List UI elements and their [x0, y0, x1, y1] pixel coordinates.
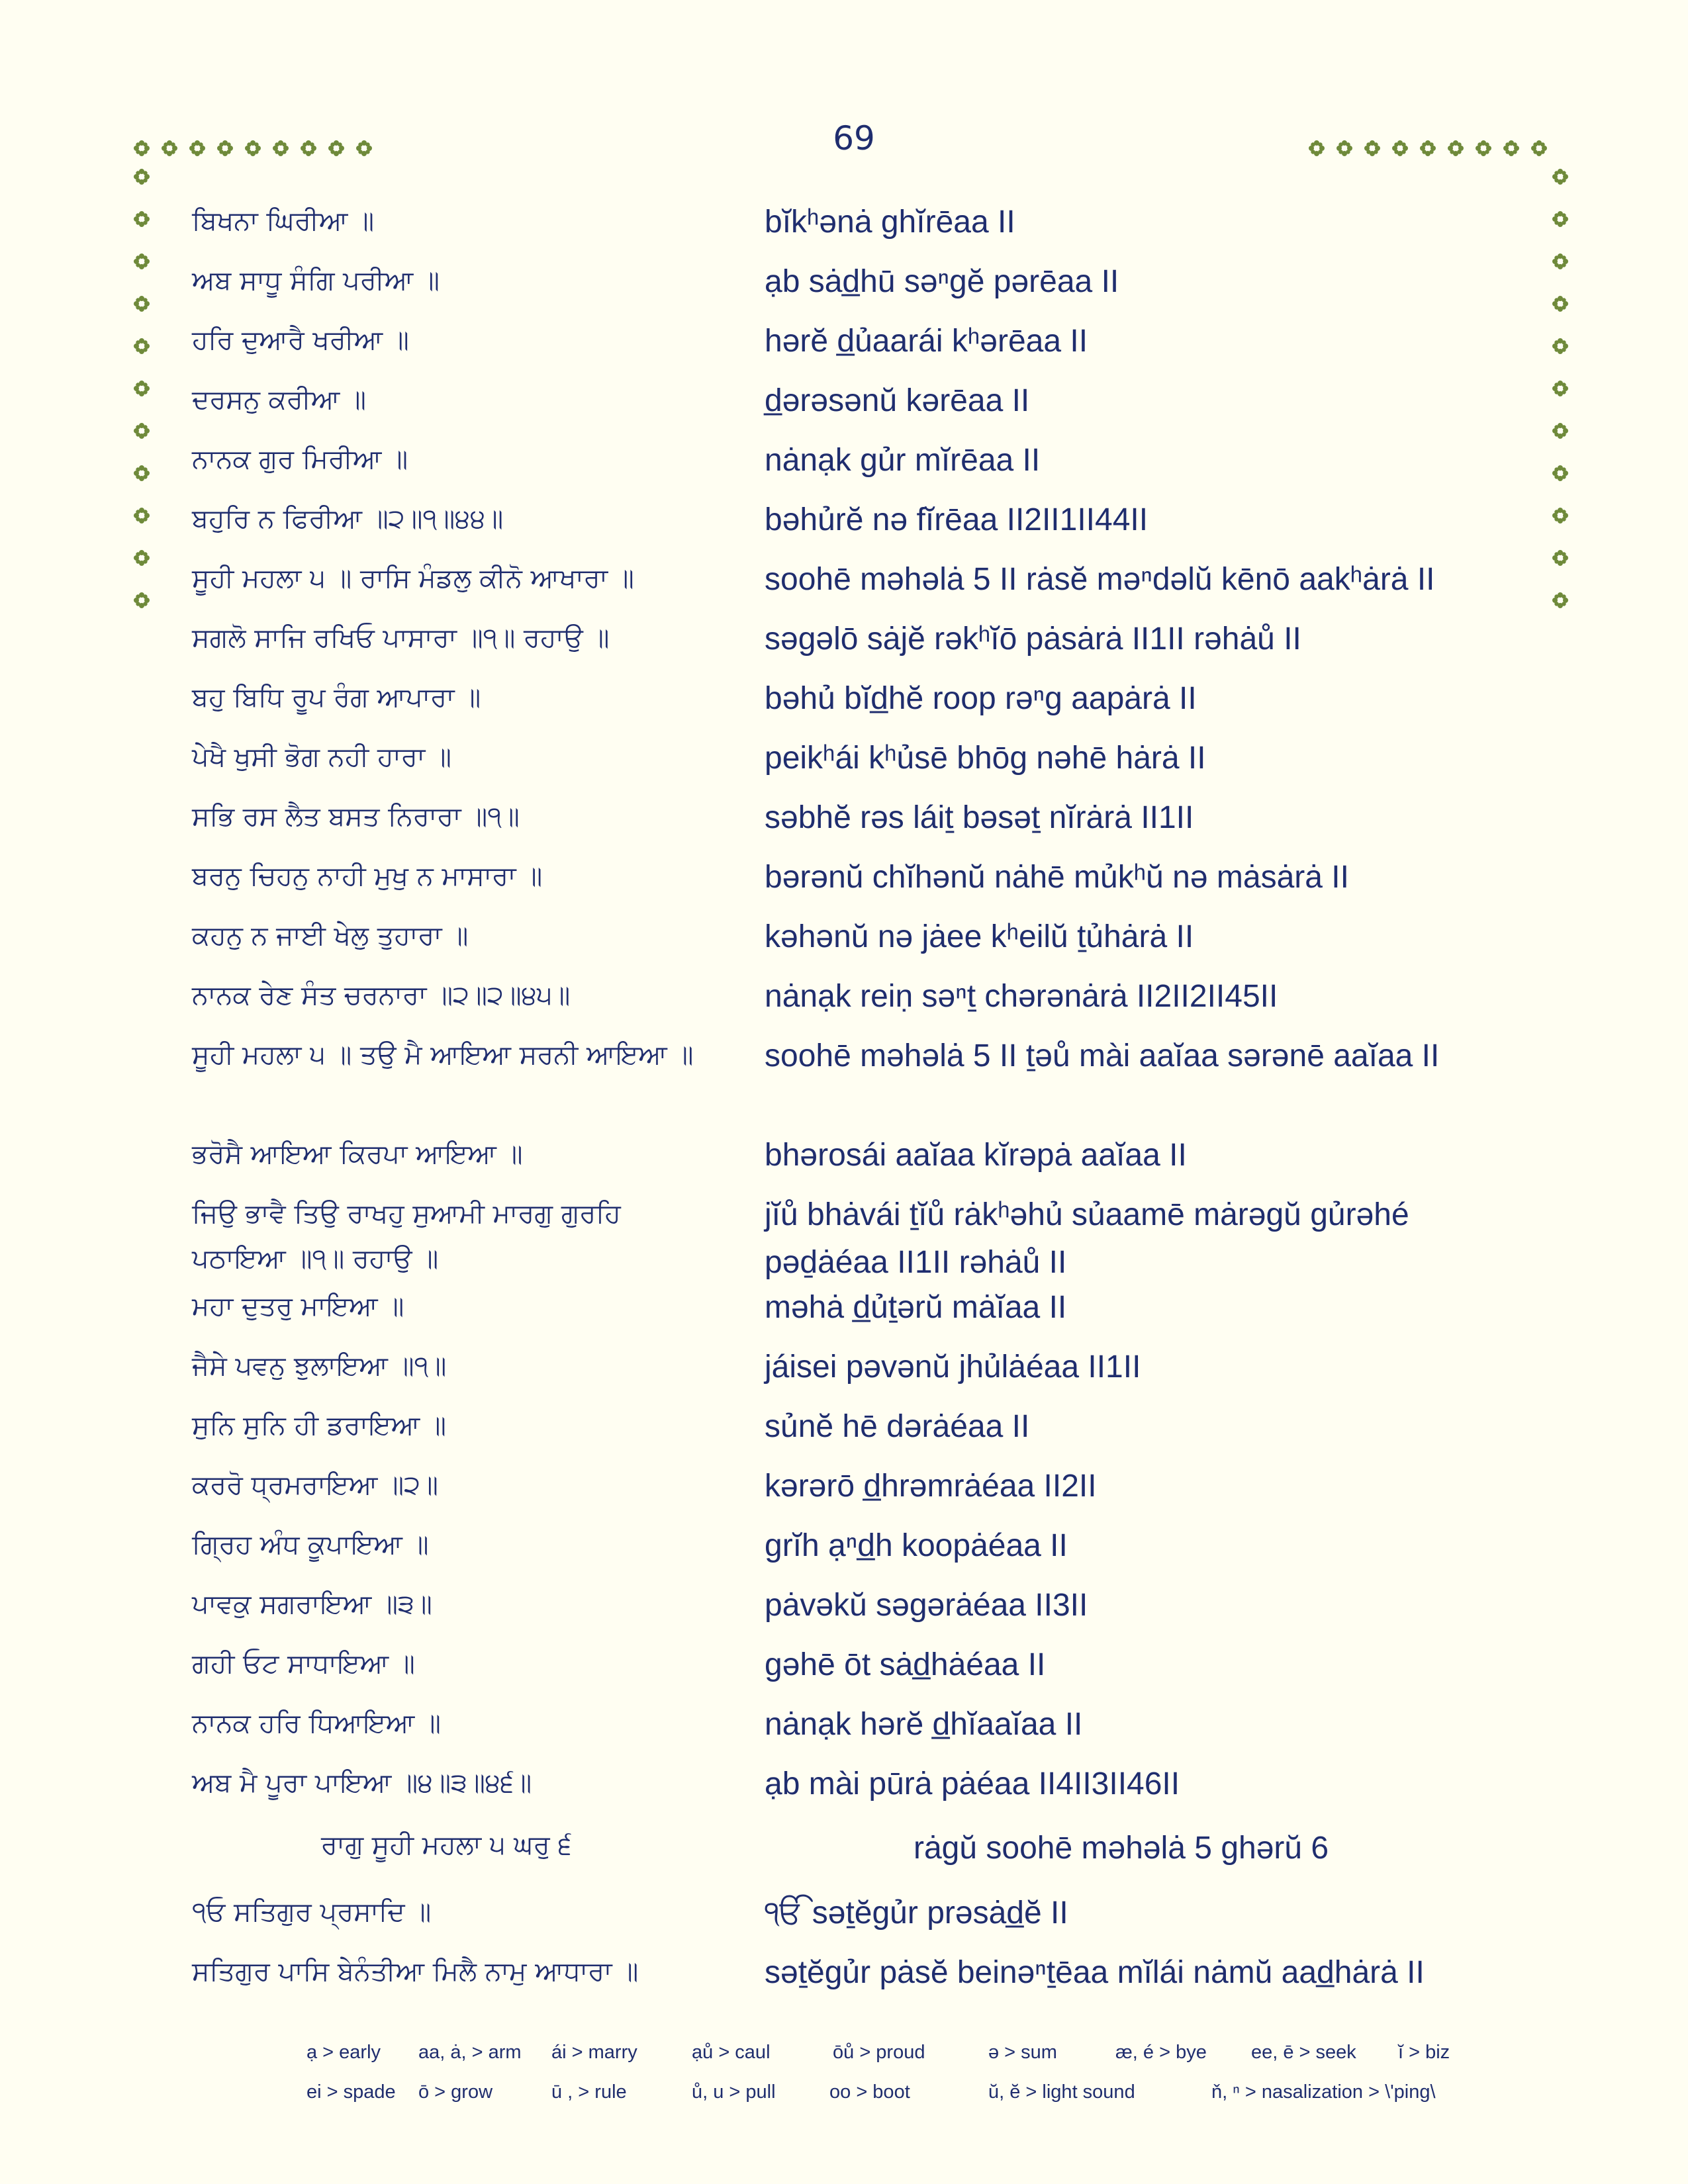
gurmukhi-text: ਜਿਉ ਭਾਵੈ ਤਿਉ ਰਾਖਹੁ ਸੁਆਮੀ ਮਾਰਗੁ ਗੁਰਹਿ ਪਠਾਇਆ ॥੧॥ ਰਹਾਉ ॥ [192, 1199, 621, 1274]
flower-icon [1309, 140, 1325, 156]
gurmukhi-text: ਹਰਿ ਦੁਆਰੈ ਖਰੀਆ ॥ [192, 325, 409, 355]
page-number: 69 [833, 119, 875, 158]
verse-line [0, 318, 1688, 371]
gurmukhi-text: ੧ਓ ਸਤਿਗੁਰ ਪ੍ਰਸਾਦਿ ॥ [192, 1897, 432, 1927]
gurmukhi-text: ਸਤਿਗੁਰ ਪਾਸਿ ਬੇਨੰਤੀਆ ਮਿਲੈ ਨਾਮੁ ਆਧਾਰਾ ॥ [192, 1956, 639, 1987]
transliteration-text: nȧnạk reiṇ səⁿṯ chərənȧrȧ II2II2II45II [765, 979, 1278, 1014]
flower-icon [245, 140, 261, 156]
flower-icon [1392, 140, 1408, 156]
gurmukhi-text: ਨਾਨਕ ਗੁਰ ਮਿਰੀਆ ॥ [192, 444, 408, 475]
verse-line [0, 1343, 1688, 1396]
verse-line [0, 377, 1688, 430]
gurmukhi-text: ਸੂਹੀ ਮਹਲਾ ੫ ॥ ਤਉ ਮੈ ਆਇਆ ਸਰਨੀ ਆਇਆ ॥ [192, 1040, 694, 1070]
transliteration-text: ạb mài pūrȧ pȧéaa II4II3II46II [765, 1766, 1180, 1801]
flower-icon [1420, 140, 1436, 156]
flower-icon [1336, 140, 1352, 156]
verse-line [0, 199, 1688, 251]
gurmukhi-text: ਗ੍ਰਿਹ ਅੰਧ ਕੂਪਾਇਆ ॥ [192, 1529, 429, 1560]
transliteration-text: nȧnạk hərĕ d̲hĭaaĭaa II [765, 1707, 1083, 1742]
flower-icon [162, 140, 177, 156]
transliteration-text: peikʰái kʰủsē bhōg nəhē hȧrȧ II [765, 741, 1206, 776]
transliteration-text: gəhē ōt sȧd̲hȧéaa II [765, 1647, 1046, 1682]
legend-item: ŭ, ĕ > light sound [988, 2081, 1135, 2103]
gurmukhi-text: ਭਰੋਸੈ ਆਇਆ ਕਿਰਪਾ ਆਇਆ ॥ [192, 1139, 523, 1169]
transliteration-text: jáisei pəvənŭ jhủlȧéaa II1II [765, 1349, 1141, 1385]
gurmukhi-text: ਮਹਾ ਦੁਤਰੁ ਮਾਇਆ ॥ [192, 1291, 404, 1322]
flower-icon [1503, 140, 1519, 156]
gurmukhi-text: ਨਾਨਕ ਹਰਿ ਧਿਆਇਆ ॥ [192, 1708, 441, 1739]
gurmukhi-text: ਬਰਨੁ ਚਿਹਨੁ ਨਾਹੀ ਮੁਖੁ ਨ ਮਾਸਾਰਾ ॥ [192, 861, 543, 891]
legend-item: ạ > early [306, 2042, 381, 2063]
verse-line [0, 1191, 1688, 1280]
transliteration-text: bəhủ bĭd̲hĕ roop rəⁿg aapȧrȧ II [765, 681, 1197, 716]
legend-item: ei > spade [306, 2081, 396, 2103]
verse-line [0, 1284, 1688, 1337]
verse-line [0, 913, 1688, 966]
verse-line [0, 1701, 1688, 1754]
legend-item: ə > sum [988, 2042, 1057, 2063]
legend-item: ee, ē > seek [1251, 2042, 1356, 2063]
transliteration-text: jĭů bhȧvái ṯĭů rȧkʰəhủ sủaamē mȧrəgŭ gủrəhé pəḏȧéaa II1II rəhȧů II [765, 1197, 1409, 1280]
legend-item: ů, u > pull [692, 2081, 776, 2103]
verse-line [0, 1949, 1688, 2002]
transliteration-text: bərənŭ chĭhənŭ nȧhē mủkʰŭ nə mȧsȧrȧ II [765, 860, 1349, 895]
flower-icon [273, 140, 289, 156]
transliteration-text: sủnĕ hē dərȧéaa II [765, 1409, 1030, 1444]
legend-item: ōů > proud [833, 2042, 925, 2063]
section-heading [0, 1830, 1688, 1883]
transliteration-text: kərərō d̲hrəmrȧéaa II2II [765, 1469, 1097, 1504]
gurmukhi-text: ਬਿਖਨਾ ਘਿਰੀਆ ॥ [192, 206, 375, 236]
legend-item: ū , > rule [551, 2081, 627, 2103]
transliteration-text: soohē məhəlȧ 5 II ṯəů mài aaĭaa sərənē aaĭaa II [765, 1038, 1440, 1073]
transliteration-text: bĭkʰənȧ ghĭrēaa II [765, 205, 1015, 240]
verse-line [0, 258, 1688, 311]
verse-line [0, 556, 1688, 609]
flower-icon [134, 169, 150, 185]
flower-icon [328, 140, 344, 156]
legend-item: aa, ȧ, > arm [418, 2042, 522, 2063]
gurmukhi-text: ਅਬ ਸਾਧੂ ਸੰਗਿ ਪਰੀਆ ॥ [192, 265, 440, 296]
transliteration-text: ੴ səṯĕgủr prəsȧd̲ĕ II [765, 1895, 1068, 1931]
legend-item: oo > boot [829, 2081, 910, 2103]
flower-icon [301, 140, 316, 156]
transliteration-text: bəhủrĕ nə fĭrēaa II2II1II44II [765, 502, 1149, 537]
flower-icon [1448, 140, 1464, 156]
verse-line [0, 1403, 1688, 1456]
flower-icon [1552, 169, 1568, 185]
verse-line [0, 854, 1688, 907]
legend-item: æ, é > bye [1115, 2042, 1207, 2063]
verse-line [0, 1889, 1688, 1942]
transliteration-text: bhərosái aaĭaa kĭrəpȧ aaĭaa II [765, 1138, 1187, 1173]
verse-line [0, 1132, 1688, 1185]
gurmukhi-text: ਬਹੁਰਿ ਨ ਫਿਰੀਆ ॥੨॥੧॥੪੪॥ [192, 504, 504, 534]
transliteration-text: ạb sȧd̲hū səⁿgĕ pərēaa II [765, 264, 1119, 299]
gurmukhi-text: ਪਾਵਕੁ ਸਗਰਾਇਆ ॥੩॥ [192, 1589, 432, 1619]
gurmukhi-text: ਜੈਸੇ ਪਵਨੁ ਝੁਲਾਇਆ ॥੧॥ [192, 1351, 447, 1381]
verse-line [0, 1760, 1688, 1813]
verse-line [0, 1463, 1688, 1516]
transliteration-text: soohē məhəlȧ 5 II rȧsĕ məⁿdəlŭ kēnō aakʰȧrȧ II [765, 562, 1435, 597]
heading-transliteration: rȧgŭ soohē məhəlȧ 5 ghərŭ 6 [914, 1831, 1329, 1866]
transliteration-text: nȧnạk gủr mĭrēaa II [765, 443, 1041, 478]
verse-line [0, 437, 1688, 490]
gurmukhi-text: ਪੇਖੈ ਖੁਸੀ ਭੋਗ ਨਹੀ ਹਾਰਾ ॥ [192, 742, 451, 772]
flower-icon [189, 140, 205, 156]
legend-item: ō > grow [418, 2081, 493, 2103]
verse-line [0, 1582, 1688, 1635]
verse-line [0, 794, 1688, 847]
flower-icon [217, 140, 233, 156]
verse-line [0, 675, 1688, 728]
verse-line [0, 1641, 1688, 1694]
gurmukhi-text: ਕਹਨੁ ਨ ਜਾਈ ਖੇਲੁ ਤੁਹਾਰਾ ॥ [192, 921, 469, 951]
gurmukhi-text: ਦਰਸਨੁ ਕਰੀਆ ॥ [192, 385, 366, 415]
gurmukhi-text: ਅਬ ਮੈ ਪੂਰਾ ਪਾਇਆ ॥੪॥੩॥੪੬॥ [192, 1768, 532, 1798]
gurmukhi-text: ਸੁਨਿ ਸੁਨਿ ਹੀ ਡਰਾਇਆ ॥ [192, 1410, 446, 1441]
legend-item: ĭ > biz [1398, 2042, 1450, 2063]
verse-line [0, 1032, 1688, 1085]
verse-line [0, 973, 1688, 1026]
transliteration-text: kəhənŭ nə jȧee kʰeilŭ ṯủhȧrȧ II [765, 919, 1194, 954]
gurmukhi-text: ਬਹੁ ਬਿਧਿ ਰੂਪ ਰੰਗ ਆਪਾਰਾ ॥ [192, 682, 481, 713]
transliteration-text: səbhĕ rəs láiṯ bəsəṯ nĭrȧrȧ II1II [765, 800, 1194, 835]
legend-item: ň, ⁿ > nasalization > \'ping\ [1211, 2081, 1436, 2103]
legend-item: ái > marry [551, 2042, 637, 2063]
verse-line [0, 615, 1688, 668]
flower-icon [1531, 140, 1547, 156]
transliteration-text: hərĕ d̲ủaarái kʰərēaa II [765, 324, 1088, 359]
gurmukhi-text: ਗਹੀ ਓਟ ਸਾਧਾਇਆ ॥ [192, 1649, 415, 1679]
flower-icon [134, 140, 150, 156]
flower-icon [356, 140, 372, 156]
gurmukhi-text: ਸਗਲੋ ਸਾਜਿ ਰਖਿਓ ਪਾਸਾਰਾ ॥੧॥ ਰਹਾਉ ॥ [192, 623, 610, 653]
transliteration-text: səṯĕgủr pȧsĕ beinəⁿṯēaa mĭlái nȧmŭ aad̲hȧrȧ II [765, 1955, 1425, 1990]
flower-icon [1476, 140, 1491, 156]
verse-line [0, 1522, 1688, 1575]
gurmukhi-text: ਸਭਿ ਰਸ ਲੈਤ ਬਸਤ ਨਿਰਾਰਾ ॥੧॥ [192, 801, 520, 832]
verse-line [0, 735, 1688, 788]
gurmukhi-text: ਕਰਰੋ ਧ੍ਰਮਰਾਇਆ ॥੨॥ [192, 1470, 438, 1500]
transliteration-text: səgəlō sȧjĕ rəkʰĭō pȧsȧrȧ II1II rəhȧů II [765, 621, 1301, 657]
gurmukhi-text: ਨਾਨਕ ਰੇਣ ਸੰਤ ਚਰਨਾਰਾ ॥੨॥੨॥੪੫॥ [192, 980, 571, 1011]
heading-gurmukhi: ਰਾਗੁ ਸੂਹੀ ਮਹਲਾ ੫ ਘਰੁ ੬ [321, 1830, 572, 1860]
transliteration-text: pȧvəkŭ səgərȧéaa II3II [765, 1588, 1088, 1623]
verse-line [0, 496, 1688, 549]
flower-icon [1364, 140, 1380, 156]
legend-row-2 [0, 2081, 1688, 2128]
transliteration-text: d̲ərəsənŭ kərēaa II [765, 383, 1030, 418]
transliteration-text: grĭh ạⁿd̲h koopȧéaa II [765, 1528, 1068, 1563]
transliteration-text: məhȧ d̲ủṯərŭ mȧĭaa II [765, 1290, 1067, 1325]
legend-item: ạů > caul [692, 2042, 771, 2063]
gurmukhi-text: ਸੂਹੀ ਮਹਲਾ ੫ ॥ ਰਾਸਿ ਮੰਡਲੁ ਕੀਨੋ ਆਖਾਰਾ ॥ [192, 563, 634, 594]
